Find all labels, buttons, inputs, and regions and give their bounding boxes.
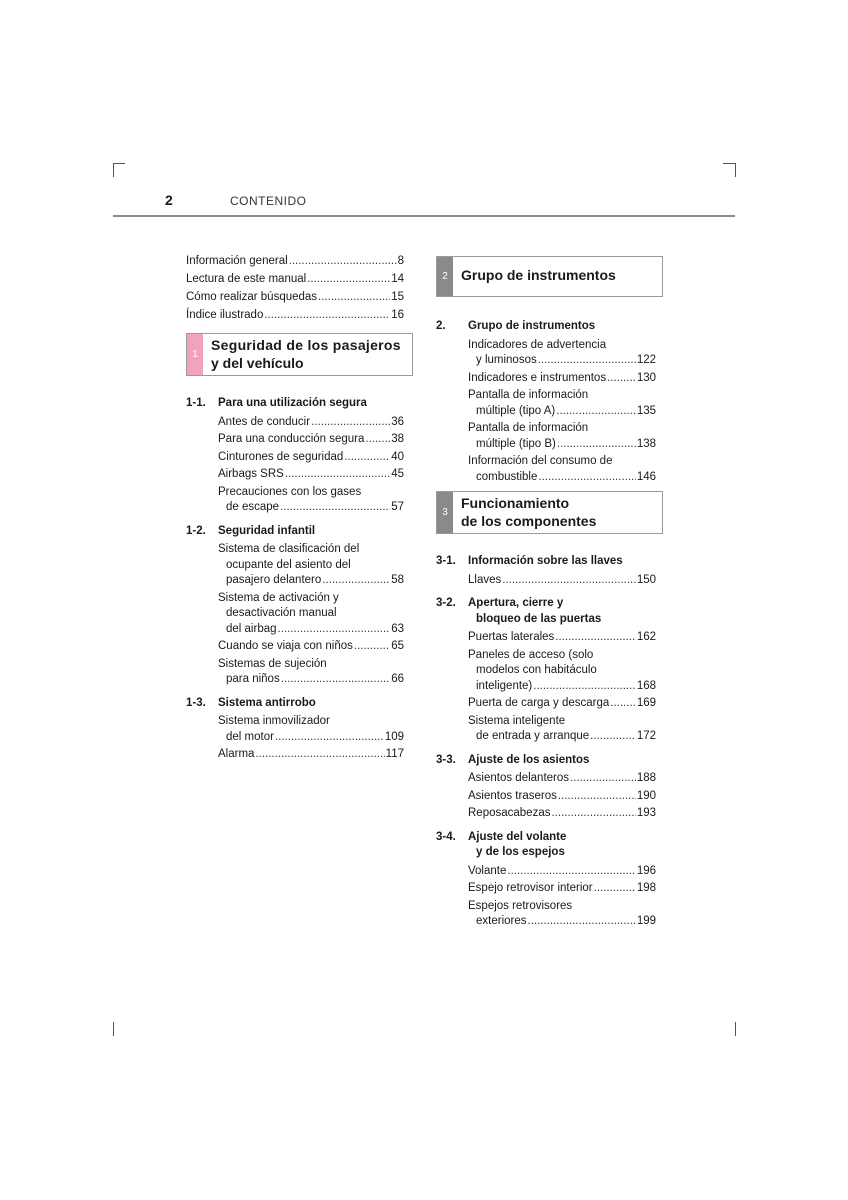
chapter-1-box[interactable]: [186, 333, 413, 376]
crop-mark: [735, 1022, 736, 1036]
toc-entry[interactable]: Sistemas de sujeción para niños ..... 66: [218, 657, 404, 688]
toc-entry[interactable]: Pantalla de información múltiple (tipo B) ..... 138: [468, 421, 656, 452]
toc-entry[interactable]: Índice ilustrado ..... 16: [186, 306, 404, 324]
section-heading[interactable]: 3-4. Ajuste del volante y de los espejos: [436, 830, 567, 858]
toc-entry[interactable]: Cuando se viaja con niños ..... 65: [218, 639, 404, 655]
toc-entry[interactable]: Sistema de activación y desactivación manual del airbag ..... 63: [218, 591, 404, 638]
chapter-tab: 2: [437, 257, 453, 296]
toc-entry[interactable]: Cómo realizar búsquedas ..... 15: [186, 288, 404, 306]
toc-entry[interactable]: Indicadores de advertencia y luminosos ..... 122: [468, 338, 656, 369]
toc-entry[interactable]: Asientos traseros ..... 190: [468, 789, 656, 805]
toc-entry[interactable]: Espejos retrovisores exteriores ..... 199: [468, 899, 656, 930]
toc-right-column: [436, 256, 656, 932]
chapter-3-box[interactable]: [436, 491, 663, 534]
crop-mark: [113, 163, 125, 164]
toc-entry[interactable]: Información general ..... 8: [186, 252, 404, 270]
page-number: 2: [165, 192, 173, 208]
toc-entry[interactable]: Información del consumo de combustible ..... 146: [468, 454, 656, 485]
toc-entry[interactable]: Asientos delanteros ..... 188: [468, 771, 656, 787]
section-heading[interactable]: 3-3. Ajuste de los asientos: [436, 753, 590, 766]
toc-entry[interactable]: Airbags SRS ..... 45: [218, 467, 404, 483]
toc-entry[interactable]: Antes de conducir ..... 36: [218, 415, 404, 431]
chapter-tab: 3: [437, 492, 453, 533]
toc-entry[interactable]: Alarma ..... 117: [218, 747, 404, 763]
crop-mark: [723, 163, 735, 164]
toc-entry[interactable]: Puerta de carga y descarga ..... 169: [468, 696, 656, 712]
chapter-title: Grupo de instrumentos: [461, 267, 616, 283]
page-title: CONTENIDO: [230, 194, 307, 208]
section-heading[interactable]: 3-1. Información sobre las llaves: [436, 555, 623, 567]
toc-entry[interactable]: Puertas laterales ..... 162: [468, 630, 656, 646]
chapter-title: Funcionamiento de los componentes: [461, 495, 597, 529]
chapter-title: Seguridad de los pasajeros y del vehículo: [211, 337, 401, 371]
crop-mark: [113, 163, 114, 177]
crop-mark: [735, 163, 736, 177]
toc-entry[interactable]: Lectura de este manual ..... 14: [186, 270, 404, 288]
section-heading[interactable]: 1-2. Seguridad infantil: [186, 524, 316, 537]
section-heading[interactable]: 2. Grupo de instrumentos: [436, 320, 596, 332]
section-heading[interactable]: 1-3. Sistema antirrobo: [186, 696, 316, 709]
toc-entry[interactable]: Sistema inmovilizador del motor ..... 109: [218, 714, 404, 745]
toc-entry[interactable]: Espejo retrovisor interior ..... 198: [468, 881, 656, 897]
toc-entry[interactable]: Precauciones con los gases de escape ..... 57: [218, 485, 404, 516]
chapter-tab: 1: [187, 334, 203, 375]
toc-entry[interactable]: Paneles de acceso (solo modelos con habitáculo inteligente) ..... 168: [468, 648, 656, 695]
toc-left-column: [186, 252, 404, 765]
toc-entry[interactable]: Sistema de clasificación del ocupante del asiento del pasajero delantero ..... 58: [218, 542, 404, 589]
section-heading[interactable]: 1-1. Para una utilización segura: [186, 397, 367, 409]
toc-entry[interactable]: Reposacabezas ..... 193: [468, 806, 656, 822]
section-heading[interactable]: 3-2. Apertura, cierre y bloqueo de las puertas: [436, 597, 602, 625]
header-divider: [113, 215, 735, 217]
chapter-2-box[interactable]: [436, 256, 663, 297]
toc-entry[interactable]: Pantalla de información múltiple (tipo A) ..... 135: [468, 388, 656, 419]
toc-entry[interactable]: Sistema inteligente de entrada y arranque ..... 172: [468, 714, 656, 745]
toc-entry[interactable]: Volante ..... 196: [468, 864, 656, 880]
toc-entry[interactable]: Llaves ..... 150: [468, 573, 656, 589]
toc-entry[interactable]: Cinturones de seguridad ..... 40: [218, 450, 404, 466]
toc-entry[interactable]: Para una conducción segura ..... 38: [218, 432, 404, 448]
crop-mark: [113, 1022, 114, 1036]
toc-entry[interactable]: Indicadores e instrumentos ..... 130: [468, 371, 656, 387]
